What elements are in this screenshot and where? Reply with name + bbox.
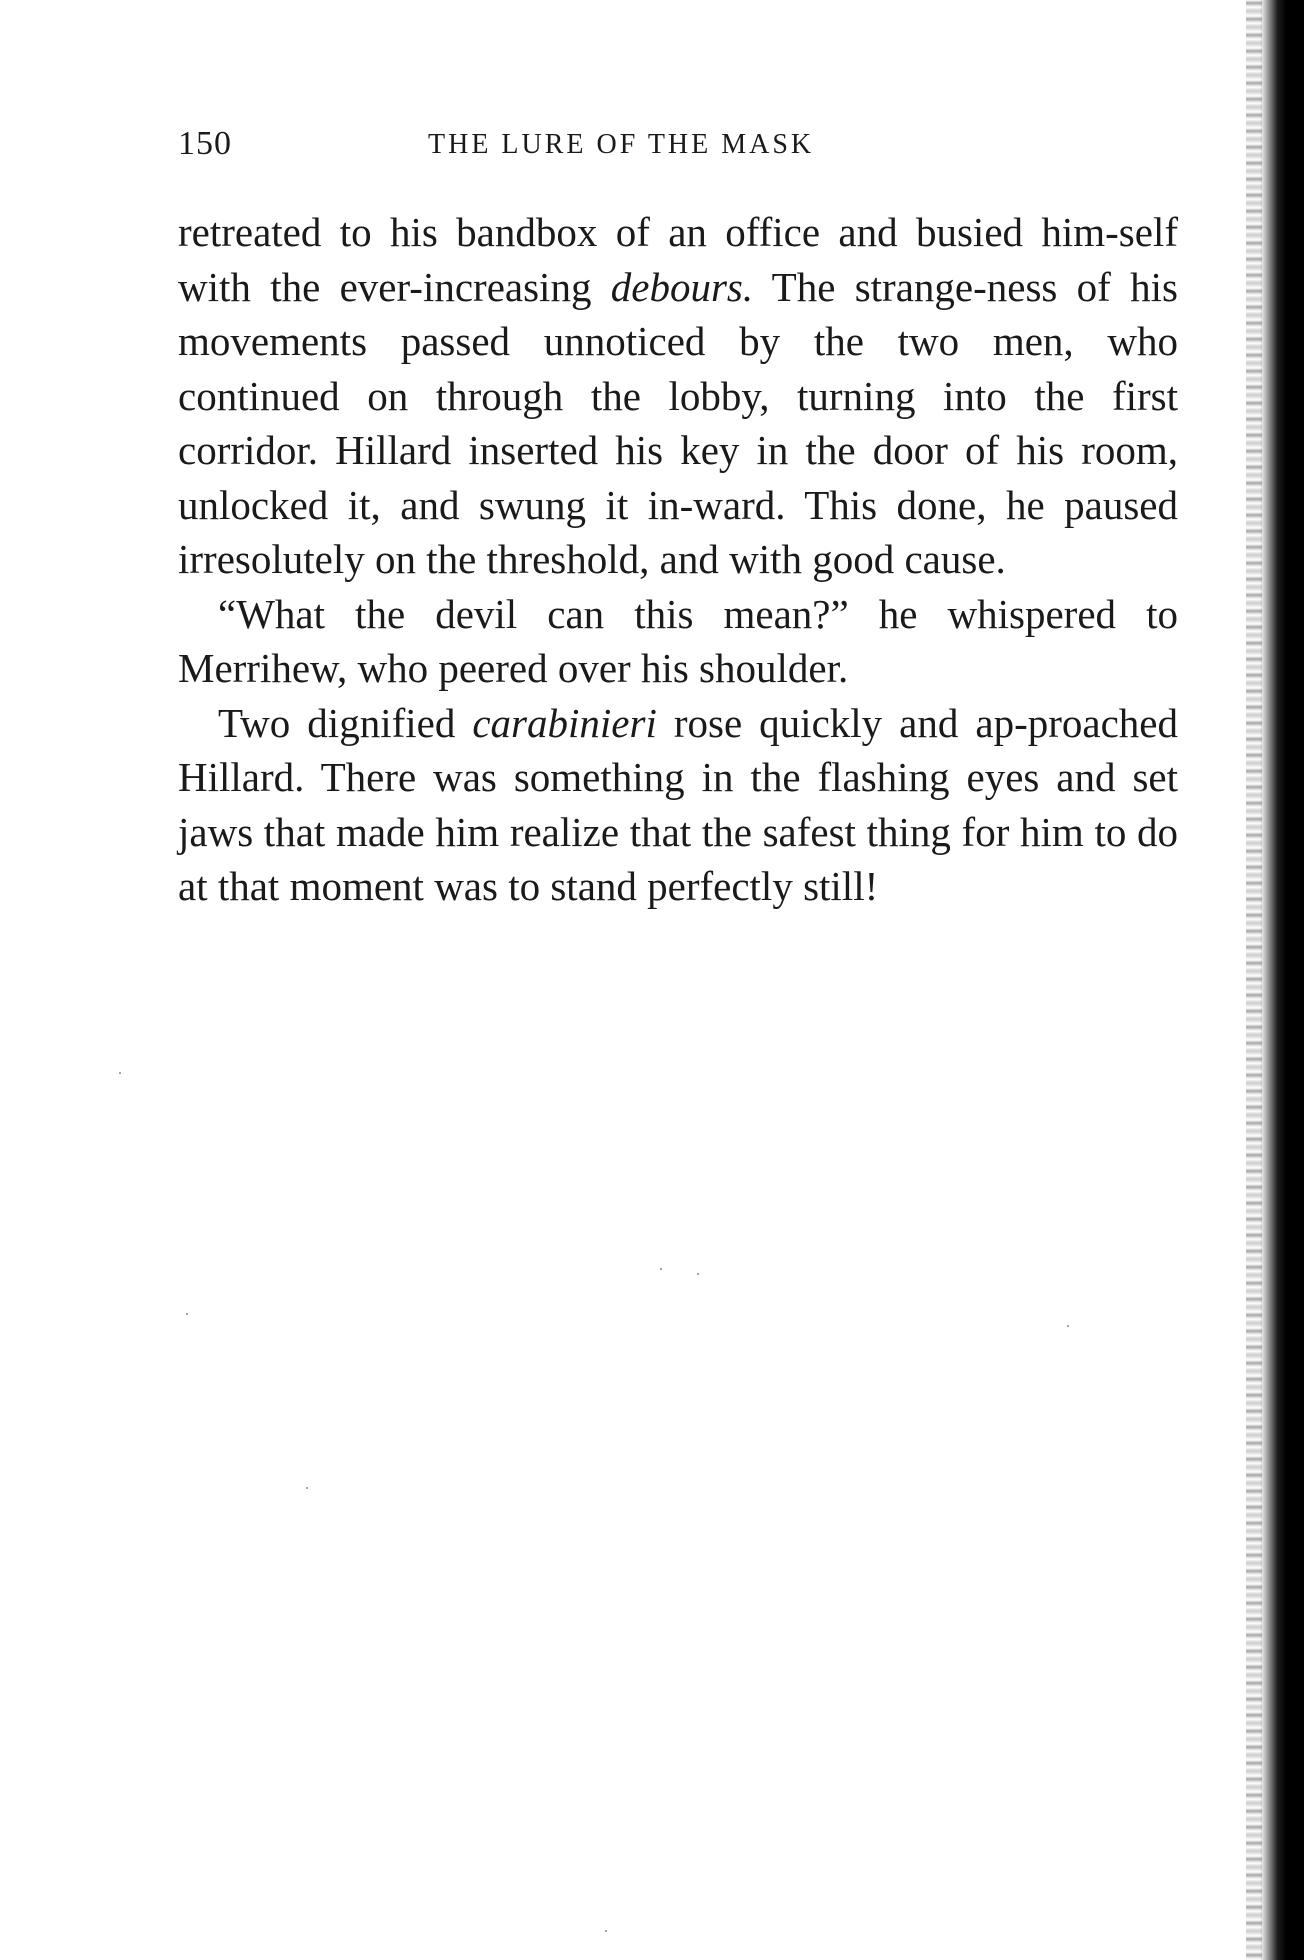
paper-speck [186,1313,188,1315]
paper-speck [660,1268,662,1270]
body-text [178,205,1178,914]
italic-term: debours. [610,263,754,310]
paper-speck [306,1487,308,1489]
italic-term: carabinieri [472,699,657,746]
paragraph-text: retreated to his bandbox of an office and busied him-self with the ever-increasing [178,209,1178,310]
page-number: 150 [178,125,232,162]
paragraph-3 [178,696,1178,914]
page-binding-shadow [1260,0,1304,1960]
paragraph-text: The strange-ness of his movements passed unnoticed by the two men, who continued on through the lobby, turning into the first corridor. Hillard inserted his key in the door of his room, unlocked it, and swung it in-ward. This done, he paused irresolutely on the threshold, and with good cause. [178,263,1178,582]
running-head [178,125,1178,165]
paragraph-text: rose quickly and ap-proached Hillard. There was something in the flashing eyes and set jaws that made him realize that the safest thing for him to do at that moment was to stand perfectly still! [178,699,1178,909]
paragraph-1 [178,205,1178,587]
paper-speck [605,1930,607,1932]
running-title: THE LURE OF THE MASK [428,129,815,160]
paragraph-text: Two dignified [218,699,473,746]
paper-speck [119,1072,121,1074]
paragraph-2: “What the devil can this mean?” he whispered to Merrihew, who peered over his shoulder. [178,590,1178,691]
paper-speck [1067,1325,1069,1327]
paper-speck [697,1273,699,1275]
